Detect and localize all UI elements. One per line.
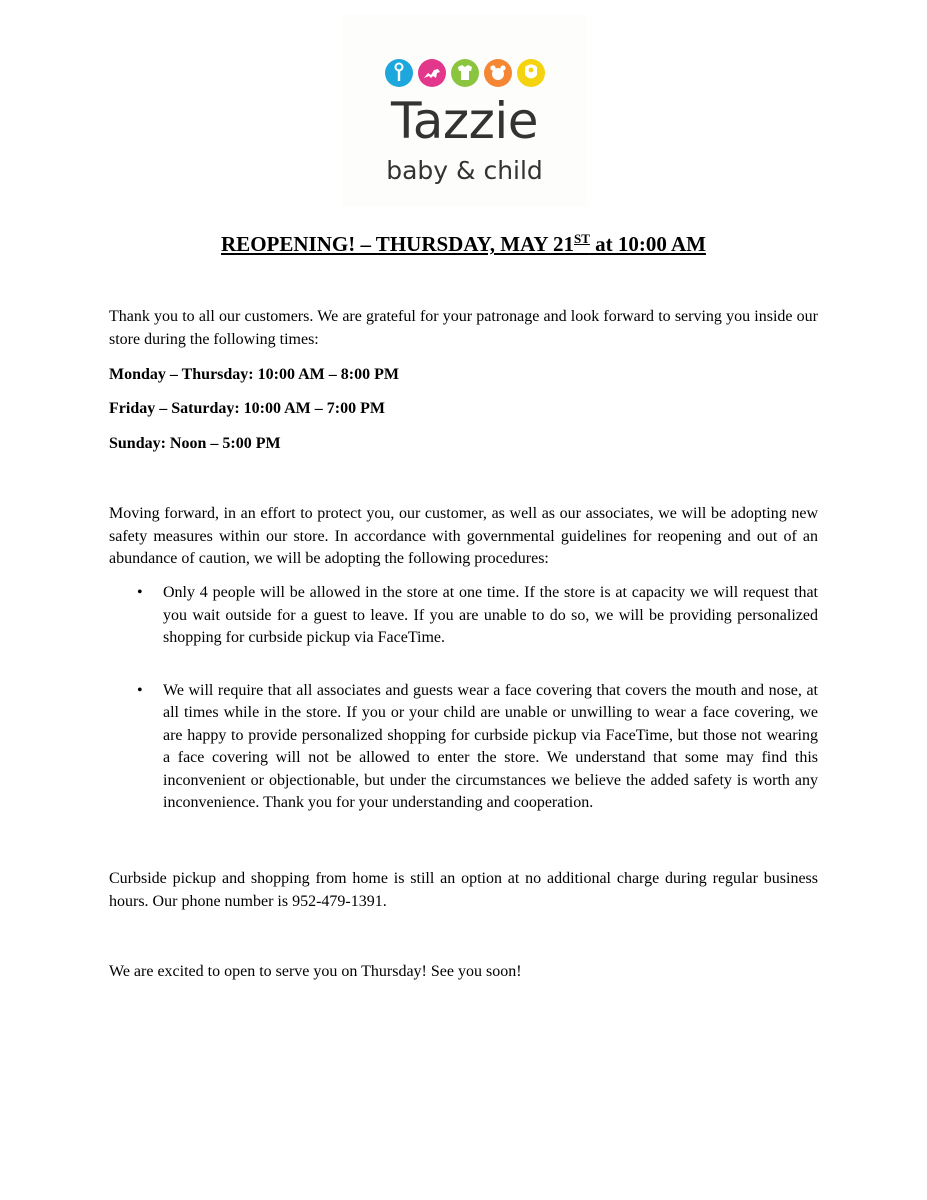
logo [342, 14, 587, 206]
page-title [0, 231, 927, 257]
list-item [109, 582, 818, 650]
rattle-icon [385, 59, 413, 87]
hours-weekday: Monday – Thursday: 10:00 AM – 8:00 PM [109, 366, 399, 383]
title-main: REOPENING! – THURSDAY, MAY 21 [221, 232, 574, 256]
safety-intro-paragraph: Moving forward, in an effort to protect you, our customer, as well as our associates, we will be adopting new safety measures within our store. In accordance with governmental guidelines for reopening and out of an abundance of caution, we will be adopting the following procedures: [109, 505, 818, 567]
rule-text: Only 4 people will be allowed in the store at one time. If the store is at capacity we will request that you wait outside for a guest to leave. If you are unable to do so, we will be providing personalized shopping for curbside pickup via FaceTime. [163, 584, 818, 646]
hours-sunday: Sunday: Noon – 5:00 PM [109, 435, 281, 452]
bullet-icon: • [137, 681, 143, 699]
logo-name: Tazzie [390, 92, 539, 150]
bib-icon [517, 59, 545, 87]
title-sup: ST [574, 231, 590, 246]
bullet-icon: • [137, 584, 143, 601]
title-tail: at 10:00 AM [589, 232, 706, 256]
rules-list [109, 582, 818, 815]
logo-tagline: baby & child [386, 156, 543, 185]
bear-icon [484, 59, 512, 87]
logo-icons [384, 58, 548, 88]
hours-friday-saturday: Friday – Saturday: 10:00 AM – 7:00 PM [109, 400, 385, 417]
onesie-icon [451, 59, 479, 87]
intro-paragraph: Thank you to all our customers. We are grateful for your patronage and look forward to serving you inside our store during the following times: [109, 308, 818, 348]
dinosaur-icon [418, 59, 446, 87]
rule-text: We will require that all associates and guests wear a face covering that covers the mouth and nose, at all times while in the store. If you or your child are unable or unwilling to wear a face covering, we are happy to provide personalized shopping for curbside pickup via FaceTime, but those not wearing a face covering will not be allowed to enter the store. We understand that some may find this inconvenient or objectionable, but under the circumstances we believe the added safety is worth any inconvenience. Thank you for your understanding and cooperation. [163, 681, 818, 811]
curbside-paragraph: Curbside pickup and shopping from home is still an option at no additional charge during regular business hours. Our phone number is 952-479-1391. [109, 870, 818, 910]
closing-paragraph: We are excited to open to serve you on Thursday! See you soon! [109, 963, 522, 980]
list-item [109, 680, 818, 815]
